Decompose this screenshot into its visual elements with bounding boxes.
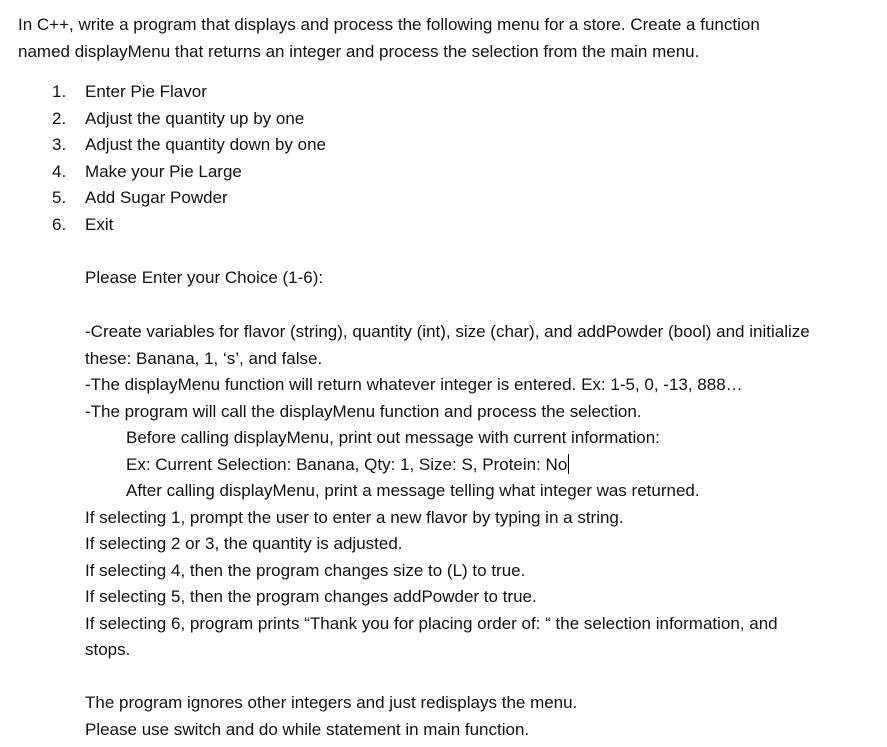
menu-item-label: Adjust the quantity up by one (85, 108, 305, 128)
instruction-line: -The program will call the displayMenu function and process the selection. (85, 401, 642, 421)
instruction-line: If selecting 5, then the program changes addPowder to true. (85, 587, 537, 606)
instruction-line: stops. (85, 640, 131, 659)
menu-item-label: Adjust the quantity down by one (85, 135, 326, 154)
example-text: Ex: Current Selection: Banana, Qty: 1, Size: S, Protein: No (126, 454, 568, 474)
closing-block (85, 690, 880, 743)
menu-item (52, 79, 326, 106)
menu-item-label: Enter Pie Flavor (85, 82, 207, 101)
menu-item (52, 185, 326, 212)
instruction-line: If selecting 4, then the program changes size to (L) to true. (85, 560, 526, 580)
instruction-line: If selecting 6, program prints “Thank you for placing order of: “ the selection information, and (85, 613, 778, 633)
closing-line: Please use switch and do while statement in main function. (85, 719, 530, 739)
choice-prompt: Please Enter your Choice (1-6): (85, 268, 324, 287)
menu-item-number: 4. (52, 161, 67, 181)
intro-paragraph (18, 12, 878, 65)
menu-item-number: 6. (52, 214, 67, 234)
menu-item-number: 2. (52, 108, 67, 128)
menu-list (52, 79, 326, 238)
menu-item-label: Make your Pie Large (85, 161, 242, 181)
closing-line: The program ignores other integers and just redisplays the menu. (85, 693, 578, 712)
instruction-line: If selecting 2 or 3, the quantity is adjusted. (85, 534, 403, 553)
instruction-line: -Create variables for flavor (string), quantity (int), size (char), and addPowder (bool) and initialize (85, 322, 810, 341)
menu-item-number: 5. (52, 188, 67, 207)
text-cursor (568, 454, 569, 474)
instruction-line: After calling displayMenu, print a message telling what integer was returned. (126, 481, 700, 500)
menu-item-label: Add Sugar Powder (85, 188, 228, 207)
intro-line-1: In C++, write a program that displays and process the following menu for a store. Create a function (18, 15, 760, 34)
intro-line-2: named displayMenu that returns an integer and process the selection from the main menu. (18, 41, 700, 61)
menu-item (52, 132, 326, 159)
instruction-line: -The displayMenu function will return whatever integer is entered. Ex: 1-5, 0, -13, 888… (85, 375, 743, 394)
menu-item (52, 212, 326, 239)
instruction-line: Before calling displayMenu, print out message with current information: (126, 428, 660, 447)
example-line[interactable] (85, 452, 880, 479)
instruction-line: these: Banana, 1, ‘s’, and false. (85, 348, 323, 368)
menu-item (52, 159, 326, 186)
instruction-line: If selecting 1, prompt the user to enter a new flavor by typing in a string. (85, 507, 624, 527)
menu-item-number: 3. (52, 135, 67, 154)
menu-item-label: Exit (85, 214, 114, 234)
menu-item (52, 106, 326, 133)
menu-item-number: 1. (52, 82, 67, 101)
instructions-block (85, 319, 880, 664)
